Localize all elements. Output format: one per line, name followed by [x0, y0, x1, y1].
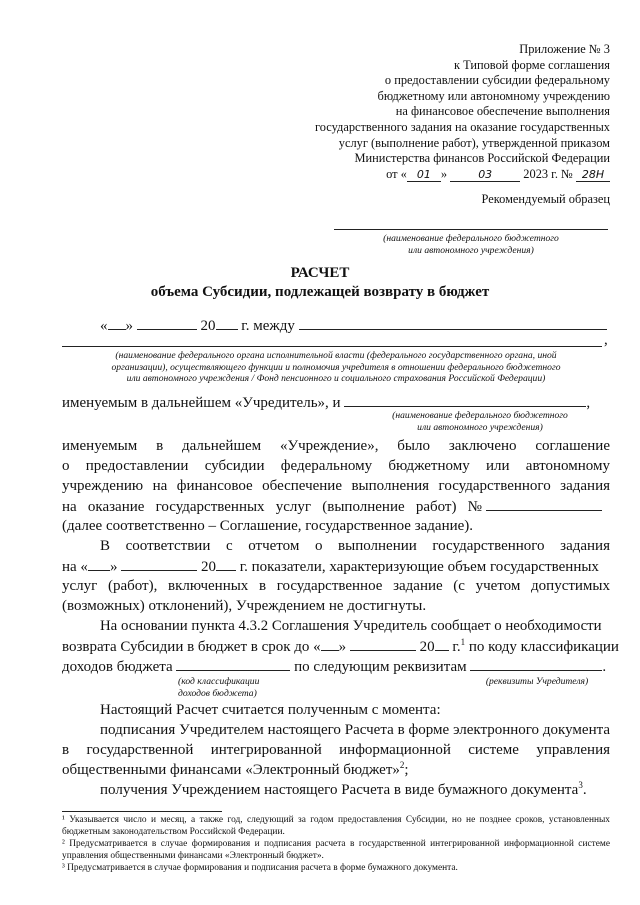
- order-number: 28Н: [576, 169, 610, 182]
- day-field[interactable]: [108, 315, 126, 330]
- receipt-paragraph: Настоящий Расчет считается полученным с момента:: [100, 702, 441, 718]
- report-paragraph-line1: В соответствии с отчетом о выполнении государственного задания: [100, 538, 610, 554]
- electronic-line2: в государственной интегрированной информационной системе управления: [62, 742, 610, 758]
- return-paragraph-line1: На основании пункта 4.3.2 Соглашения Учредитель сообщает о необходимости: [100, 618, 602, 634]
- requisites-line: доходов бюджета по следующим реквизитам .: [62, 656, 606, 677]
- institution-field[interactable]: [344, 392, 586, 407]
- header-line: о предоставлении субсидии федеральному: [384, 73, 610, 88]
- return-year-field[interactable]: [435, 636, 449, 651]
- header-line: бюджетному или автономному учреждению: [377, 88, 610, 103]
- footnote-divider: [62, 811, 222, 812]
- footnote-ref-1[interactable]: 1: [460, 637, 466, 647]
- report-year-field[interactable]: [216, 556, 236, 571]
- footnote-1: ¹ Указывается число и месяц, а также год, следующий за годом предоставления Субсидии, но не позднее сроков, установленных бюджетным законодательством Российской Федерации.: [62, 815, 610, 837]
- header-line: Приложение № 3: [519, 42, 610, 56]
- document-subtitle: объема Субсидии, подлежащей возврату в бюджет: [150, 284, 490, 300]
- header-line: к Типовой форме соглашения: [453, 57, 610, 72]
- authority-caption: (наименование федерального органа исполнительной власти (федерального государственного органа, иной организации), осуществляющего функции и полномочия учредителя в отношении федерального бюджетного или автономного учреждения / Фонд пенсионного и социального страхования Российской Федерации): [111, 350, 561, 384]
- report-date-line: на « » 20 г. показатели, характеризующие объем государственных: [62, 556, 599, 577]
- electronic-line3: общественными финансами «Электронный бюджет»$^2$;: [62, 760, 409, 778]
- agreement-number-line: на оказание государственных услуг (выполнение работ) №: [62, 496, 602, 517]
- electronic-line1: подписания Учредителем настоящего Расчета в форме электронного документа: [100, 722, 610, 738]
- institution-caption-2: (наименование федерального бюджетного или автономного учреждения): [392, 410, 568, 433]
- return-deadline-line: возврата Субсидии в бюджет в срок до « » 20 г.$^1$ по коду классификации: [62, 637, 619, 655]
- authority-name-field[interactable]: [299, 315, 607, 330]
- order-date-line: от « 01 » 03 2023 г. № 28Н: [250, 167, 610, 183]
- year-field[interactable]: [216, 315, 238, 330]
- appendix-header: [250, 42, 610, 182]
- paper-receipt-line: получения Учреждением настоящего Расчета в виде бумажного документа$^3$.: [100, 780, 587, 798]
- report-paragraph-line3: услуг (работ), включенных в государственное задание (с учетом допустимых: [62, 578, 610, 594]
- agreement-definition: (далее соответственно – Соглашение, государственное задание).: [62, 518, 474, 534]
- report-day-field[interactable]: [88, 556, 110, 571]
- report-month-field[interactable]: [121, 556, 197, 571]
- header-line: услуг (выполнение работ), утвержденной приказом: [338, 135, 610, 150]
- founder-line: именуемым в дальнейшем «Учредитель», и ,: [62, 392, 590, 413]
- footnote-ref-3[interactable]: 3: [578, 780, 583, 790]
- header-line: Министерства финансов Российской Федерации: [354, 151, 610, 166]
- footnote-3: ³ Предусматривается в случае формирования и подписания расчета в форме бумажного документа.: [62, 863, 458, 873]
- report-paragraph-line4: (возможных) отклонений), Учреждением не достигнуты.: [62, 598, 427, 614]
- authority-name-field-line2[interactable]: [62, 346, 602, 347]
- footnote-2: ² Предусматривается в случае формирования и подписания расчета в государственной интегрированной информационной системе управления общественными финансами «Электронный бюджет».: [62, 839, 610, 861]
- order-month: 03: [450, 169, 520, 182]
- institution-caption: (наименование федерального бюджетного или автономного учреждения): [383, 233, 559, 256]
- agreement-number-field[interactable]: [486, 496, 602, 511]
- header-line: на финансовое обеспечение выполнения: [395, 104, 610, 119]
- requisites-caption: (реквизиты Учредителя): [485, 676, 589, 687]
- agreement-paragraph: именуемым в дальнейшем «Учреждение», было заключено соглашение о предоставлении субсидии федеральному бюджетному или автономному учреждению на финансовое обеспечение выполнения государственного задания: [62, 438, 610, 494]
- requisites-field[interactable]: [470, 656, 602, 671]
- institution-name-field[interactable]: [334, 229, 608, 230]
- document-title: РАСЧЕТ: [290, 265, 350, 281]
- comma: ,: [604, 332, 608, 348]
- footnote-ref-2[interactable]: 2: [399, 760, 405, 770]
- code-caption: (код классификации доходов бюджета): [178, 676, 260, 699]
- order-day: 01: [407, 169, 441, 182]
- month-field[interactable]: [137, 315, 197, 330]
- date-line: « » 20 г. между: [100, 315, 607, 336]
- header-line: государственного задания на оказание государственных: [314, 119, 610, 134]
- recommended-sample-label: Рекомендуемый образец: [481, 192, 610, 206]
- budget-code-field[interactable]: [176, 656, 290, 671]
- return-month-field[interactable]: [350, 636, 416, 651]
- return-day-field[interactable]: [321, 636, 339, 651]
